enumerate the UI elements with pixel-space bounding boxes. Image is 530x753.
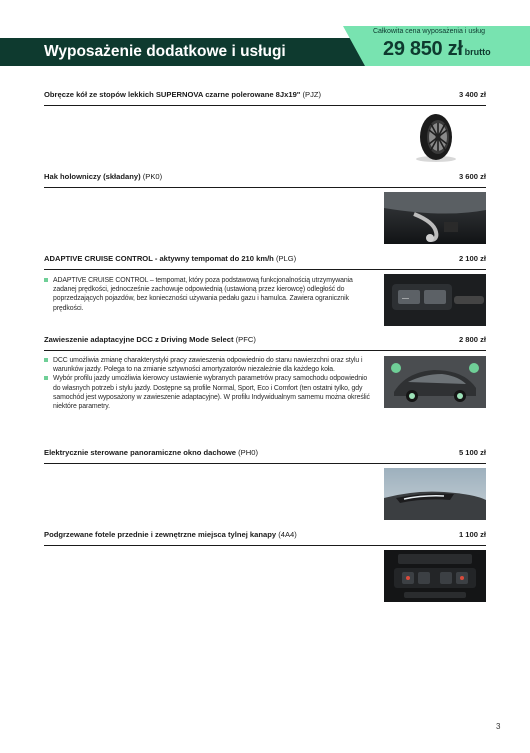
bullet-icon [44,358,48,362]
item-row-cruise-control [44,253,486,270]
description-bullet: ADAPTIVE CRUISE CONTROL – tempomat, który poza podstawową funkcjonalnością utrzymywania zadanej prędkości, jednocześnie zachowuje odpowiednią (ustawioną przez kierowcę) odległość do poprzedzających pojazdów, bez konieczności używania pedału gazu i hamulca. Zawiera ogranicznik prędkości. [44,276,374,313]
item-row-sunroof [44,447,486,464]
item-price: 5 100 zł [458,448,486,457]
item-title: Zawieszenie adaptacyjne DCC z Driving Mode Select (PFC) [44,335,256,344]
item-title: Elektrycznie sterowane panoramiczne okno dachowe (PH0) [44,448,258,457]
total-price-caption: Całkowita cena wyposażenia i usług [373,28,486,35]
total-price-unit: brutto [464,47,491,57]
bullet-icon [44,278,48,282]
item-code: (PLG) [275,254,297,263]
description-bullet: Wybór profilu jazdy umożliwia kierowcy ustawienie wybranych parametrów pracy samochodu odpowiednio do własnych potrzeb i stylu jazdy. Dostępne są profile Normal, Sport, Eco i Comfort (ten ostatni tylko, gdy samochód jest wyposażony w zawieszenie adaptacyjne). W profilu Indywidualnym samemu można określić niektóre parametry. [44,374,374,411]
item-row-wheels [44,89,486,106]
total-price-value: 29 850 zł [383,38,463,60]
item-row-suspension [44,334,486,351]
item-description [44,356,374,411]
item-price: 1 100 zł [458,530,486,539]
item-title: ADAPTIVE CRUISE CONTROL - aktywny tempomat do 210 km/h (PLG) [44,254,297,263]
item-code: (PH0) [238,448,258,457]
item-price: 2 800 zł [458,335,486,344]
suspension-icon [384,356,486,408]
seat-heating-icon [384,550,486,602]
description-bullet: DCC umożliwia zmianę charakterystyki pracy zawieszenia odpowiednio do stanu nawierzchni oraz stylu i warunków jazdy. Polega to na zmianie sztywności amortyzatorów niezależnie dla każdego koła. [44,356,374,374]
svg-text:―: ― [402,294,409,302]
tow-hook-icon [384,192,486,244]
item-price: 2 100 zł [458,254,486,263]
item-code: (PFC) [235,335,256,344]
item-title: Obręcze kół ze stopów lekkich SUPERNOVA czarne polerowane 8Jx19" (PJZ) [44,90,322,99]
sunroof-icon [384,468,486,520]
page-title: Wyposażenie dodatkowe i usługi [44,43,286,60]
item-title: Hak holowniczy (składany) (PK0) [44,172,163,181]
item-price: 3 600 zł [458,172,486,181]
item-code: (4A4) [278,530,297,539]
item-code: (PJZ) [302,90,322,99]
item-description [44,276,374,313]
page-number: 3 [496,722,501,731]
item-price: 3 400 zł [458,90,486,99]
wheel-icon [384,110,486,164]
item-title: Podgrzewane fotele przednie i zewnętrzne miejsca tylnej kanapy (4A4) [44,530,297,539]
item-row-seat-heating [44,529,486,546]
total-price [383,38,491,61]
cruise-control-icon [384,274,486,326]
item-row-tow-hook [44,171,486,188]
bullet-icon [44,376,48,380]
item-code: (PK0) [142,172,163,181]
